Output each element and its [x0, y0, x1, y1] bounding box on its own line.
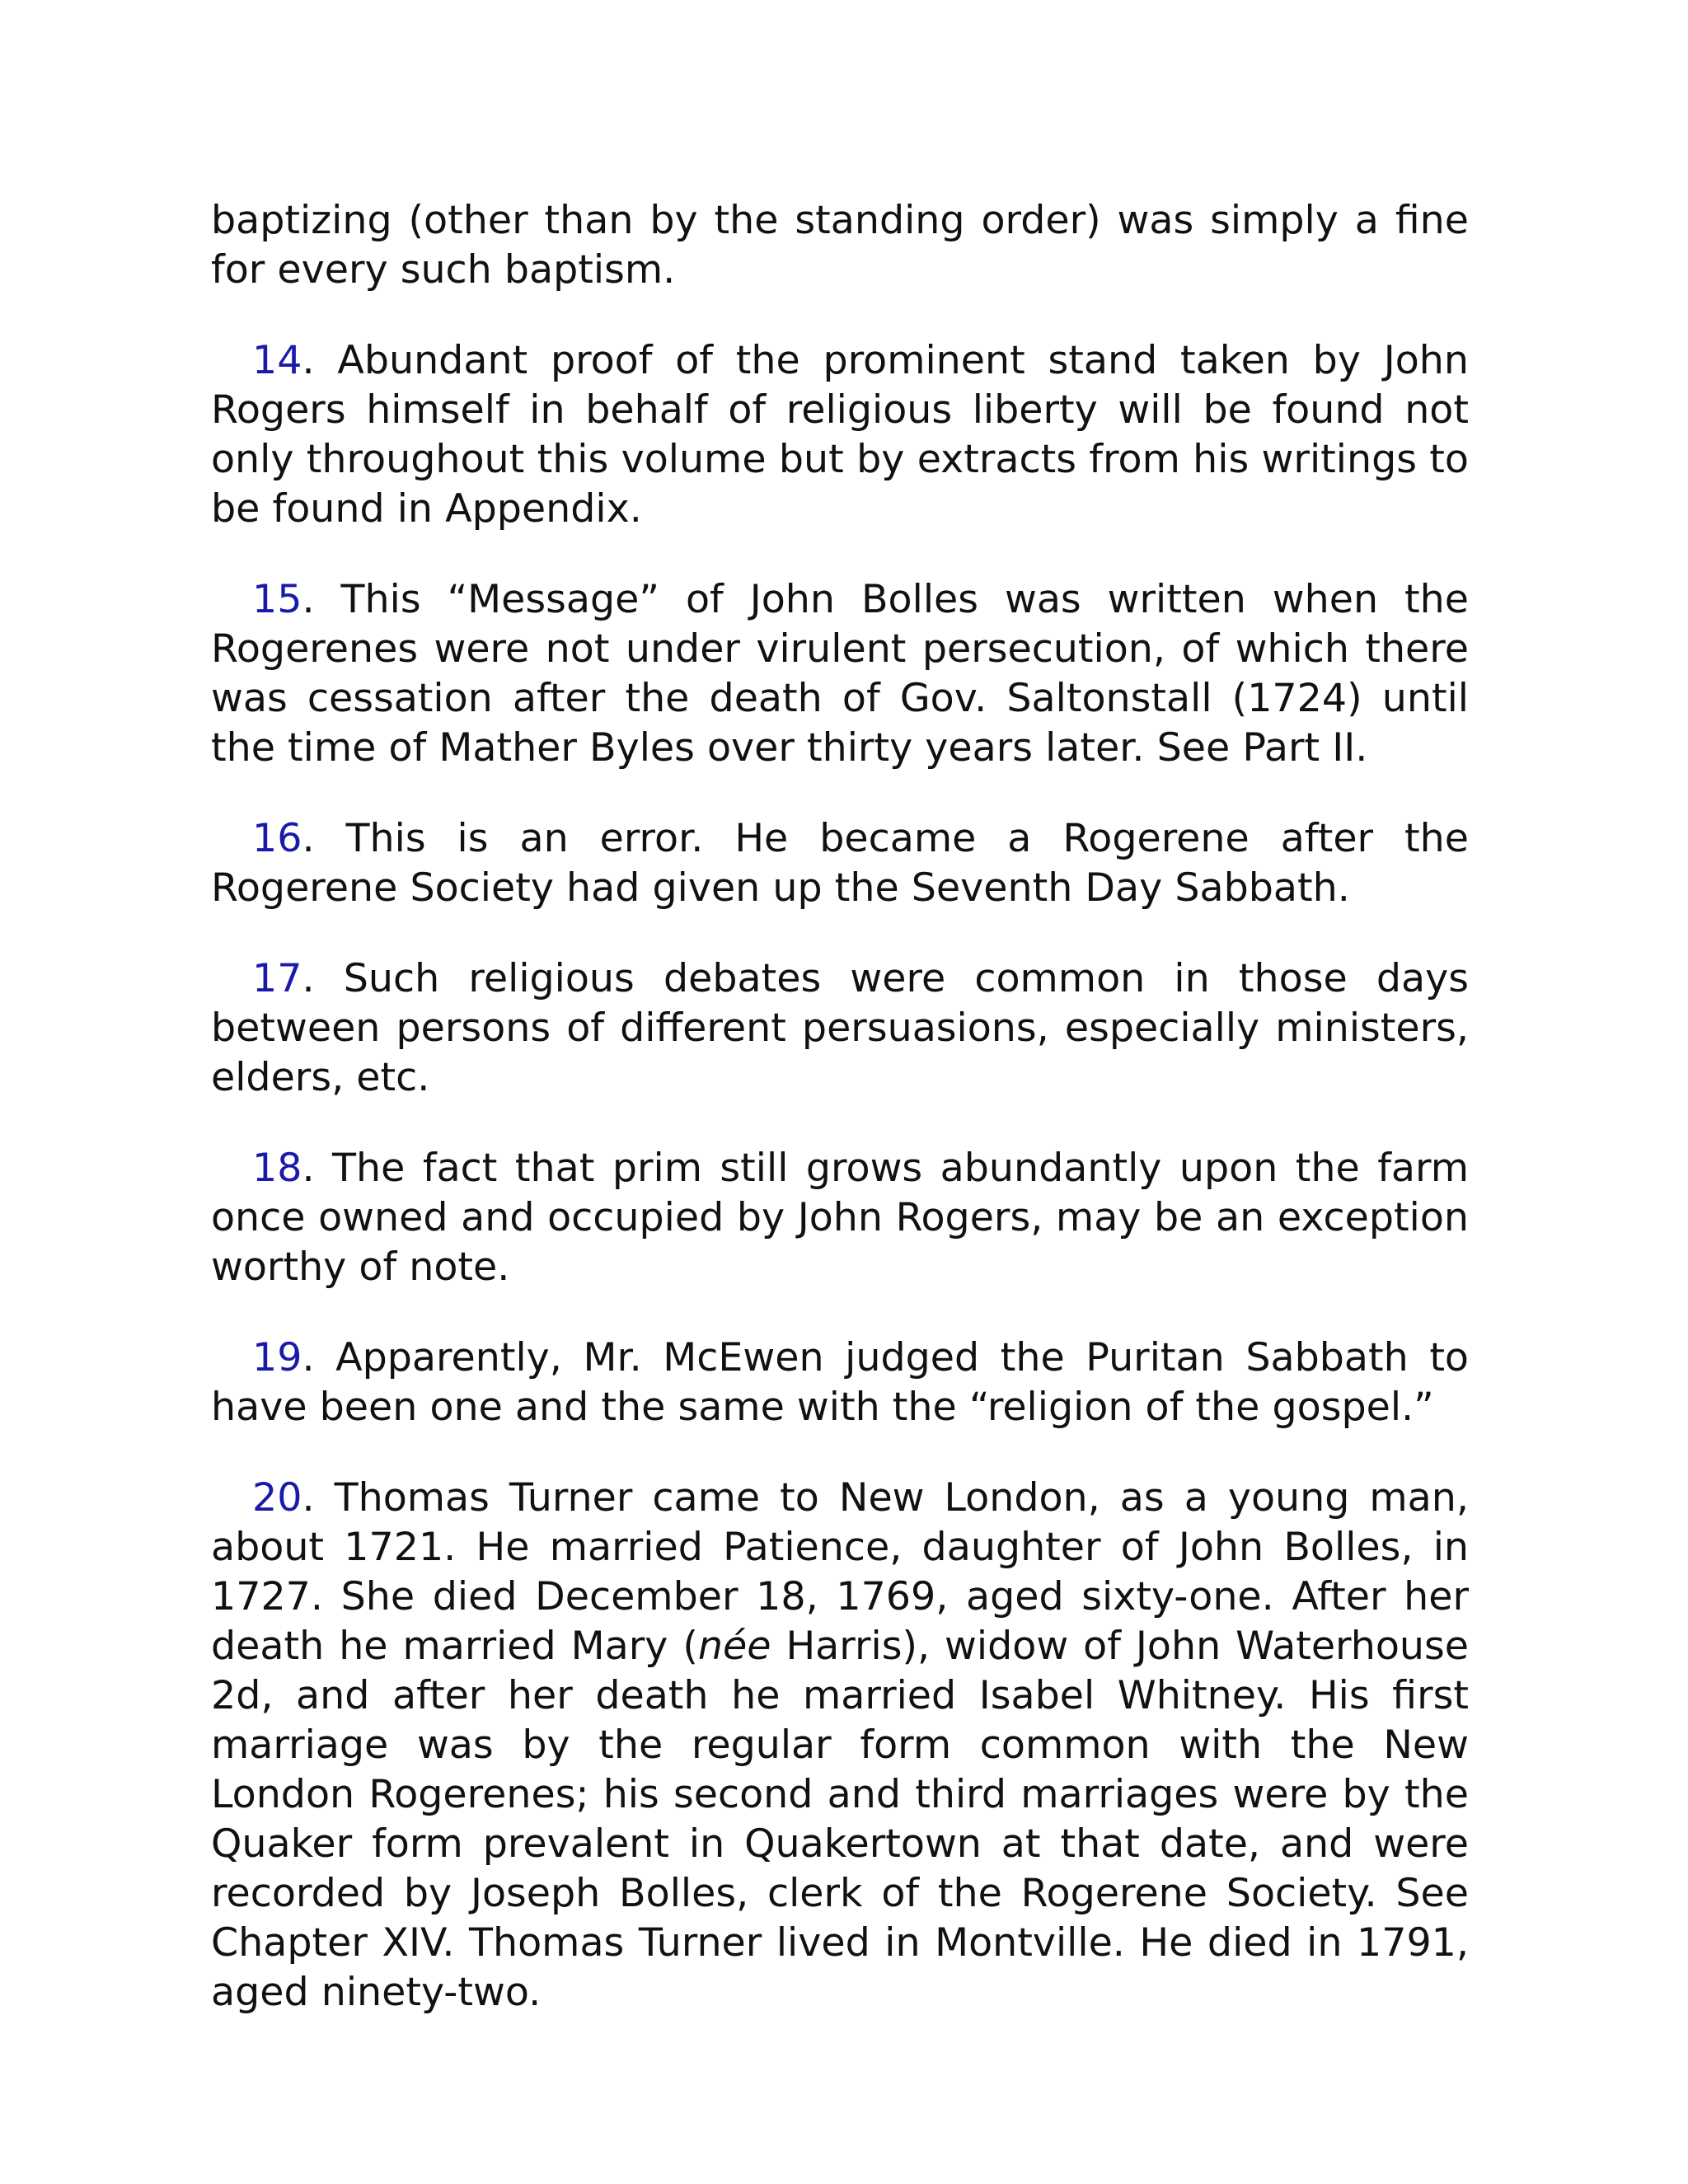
footnote-text-15: . This “Message” of John Bolles was written when the Rogerenes were not under virulent persecution, of which there was cessation after the death of Gov. Saltonstall (1724) until the time of Mather Byles over thirty years later. See Part II.: [211, 577, 1469, 771]
footnote-link-19[interactable]: 19: [252, 1335, 302, 1380]
footnote-20: [211, 1474, 1469, 2018]
footnote-17: [211, 954, 1469, 1103]
page-body: [211, 196, 1469, 2018]
footnote-16: [211, 814, 1469, 913]
footnote-link-15[interactable]: 15: [252, 577, 302, 622]
footnote-link-16[interactable]: 16: [252, 816, 302, 861]
footnote-text-14: . Abundant proof of the prominent stand taken by John Rogers himself in behalf of religious liberty will be found not only throughout this volume but by extracts from his writings to be found in Appendix.: [211, 338, 1469, 532]
footnote-text-16: . This is an error. He became a Rogerene after the Rogerene Society had given up the Seventh Day Sabbath.: [211, 816, 1469, 911]
footnote-link-17[interactable]: 17: [252, 956, 302, 1001]
footnote-15: [211, 575, 1469, 773]
footnote-text-20-italic: née: [697, 1624, 771, 1669]
footnote-text-19: . Apparently, Mr. McEwen judged the Puritan Sabbath to have been one and the same with the “religion of the gospel.”: [211, 1335, 1469, 1430]
footnote-18: [211, 1144, 1469, 1292]
continued-paragraph: baptizing (other than by the standing order) was simply a fine for every such baptism.: [211, 198, 1469, 293]
footnote-text-20-a: . Thomas Turner came to New London, as a young man, about 1721. He married Patience, daughter of John Bolles, in 1727. She died December 18, 1769, aged sixty-one. After her death he married Mary (: [211, 1475, 1469, 1669]
footnote-link-18[interactable]: 18: [252, 1146, 302, 1191]
footnote-text-18: . The fact that prim still grows abundantly upon the farm once owned and occupied by John Rogers, may be an exception worthy of note.: [211, 1146, 1469, 1290]
footnote-19: [211, 1333, 1469, 1432]
footnote-text-20-b: Harris), widow of John Waterhouse 2d, and after her death he married Isabel Whitney. His first marriage was by the regular form common with the New London Rogerenes; his second and third marriages were by the Quaker form prevalent in Quakertown at that date, and were recorded by Joseph Bolles, clerk of the Rogerene Society. See Chapter XIV. Thomas Turner lived in Montville. He died in 1791, aged ninety-two.: [211, 1624, 1469, 2015]
footnote-link-20[interactable]: 20: [252, 1475, 302, 1521]
footnote-link-14[interactable]: 14: [252, 338, 302, 383]
footnote-14: [211, 336, 1469, 534]
footnote-text-17: . Such religious debates were common in those days between persons of different persuasions, especially ministers, elders, etc.: [211, 956, 1469, 1100]
